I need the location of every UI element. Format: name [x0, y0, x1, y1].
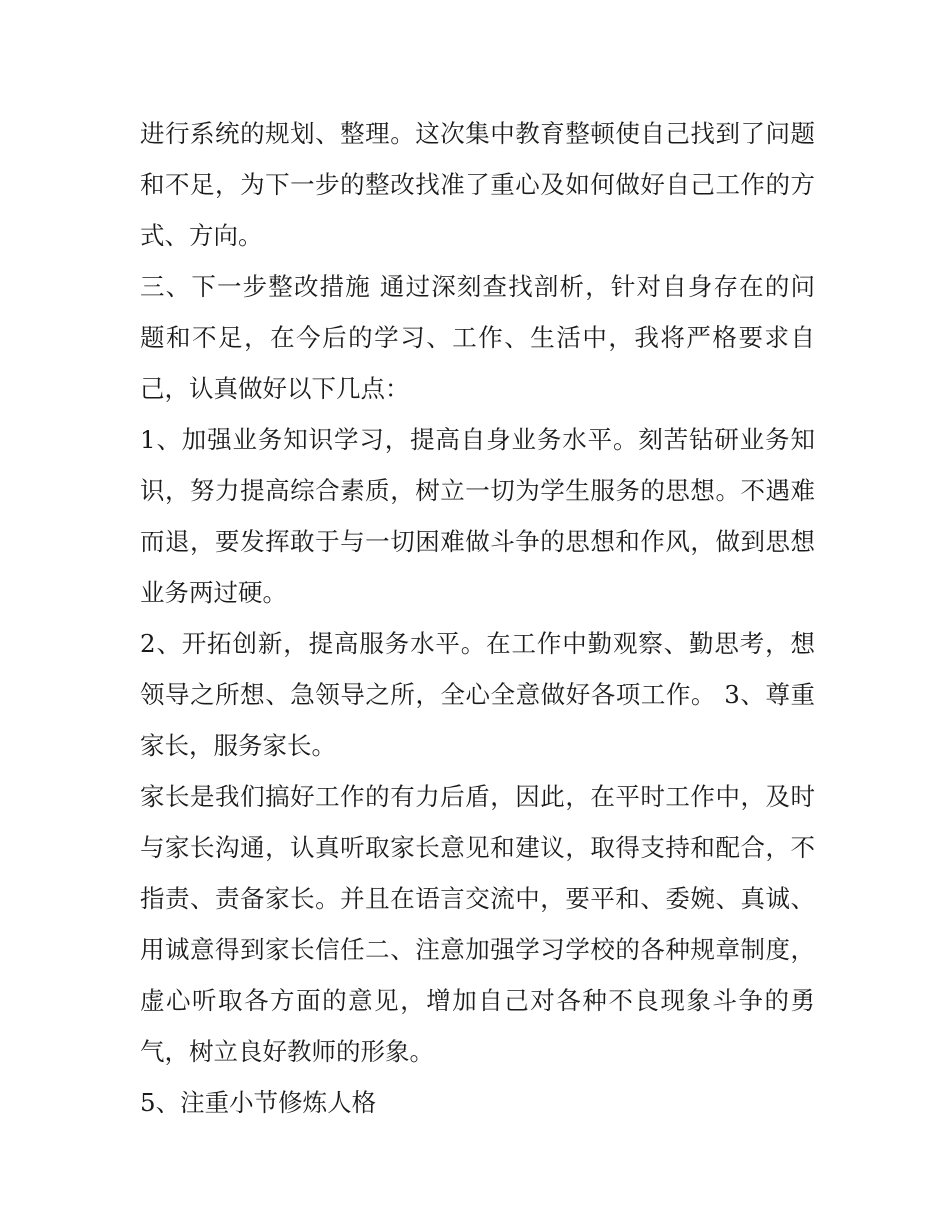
text-line: 识，努力提高综合素质，树立一切为学生服务的思想。不遇难 [140, 476, 815, 505]
text-line: 进行系统的规划、整理。这次集中教育整顿使自己找到了问题 [140, 119, 815, 148]
text-line: 题和不足，在今后的学习、工作、生活中，我将严格要求自 [140, 323, 815, 352]
document-body [140, 108, 815, 1128]
text-line: 与家长沟通，认真听取家长意见和建议，取得支持和配合，不 [140, 833, 815, 862]
text-line: 业务两过硬。 [140, 578, 287, 607]
text-line: 和不足，为下一步的整改找准了重心及如何做好自己工作的方 [140, 170, 815, 199]
text-line: 家长，服务家长。 [140, 731, 336, 760]
text-line: 己，认真做好以下几点： [140, 374, 410, 403]
text-line: 5、注重小节修炼人格 [140, 1088, 377, 1117]
text-line: 式、方向。 [140, 221, 263, 250]
text-line: 气，树立良好教师的形象。 [140, 1037, 434, 1066]
text-line: 三、下一步整改措施 通过深刻查找剖析，针对自身存在的问 [140, 272, 815, 301]
text-line: 而退，要发挥敢于与一切困难做斗争的思想和作风，做到思想 [140, 527, 815, 556]
text-line: 虚心听取各方面的意见，增加自己对各种不良现象斗争的勇 [140, 986, 815, 1015]
text-line: 1、加强业务知识学习，提高自身业务水平。刻苦钻研业务知 [140, 425, 815, 454]
text-line: 用诚意得到家长信任二、注意加强学习学校的各种规章制度， [140, 935, 815, 964]
text-line: 家长是我们搞好工作的有力后盾，因此，在平时工作中，及时 [140, 782, 815, 811]
text-line: 领导之所想、急领导之所，全心全意做好各项工作。 3、尊重 [140, 680, 815, 709]
text-line: 2、开拓创新，提高服务水平。在工作中勤观察、勤思考，想 [140, 629, 815, 658]
text-line: 指责、责备家长。并且在语言交流中，要平和、委婉、真诚、 [140, 884, 815, 913]
